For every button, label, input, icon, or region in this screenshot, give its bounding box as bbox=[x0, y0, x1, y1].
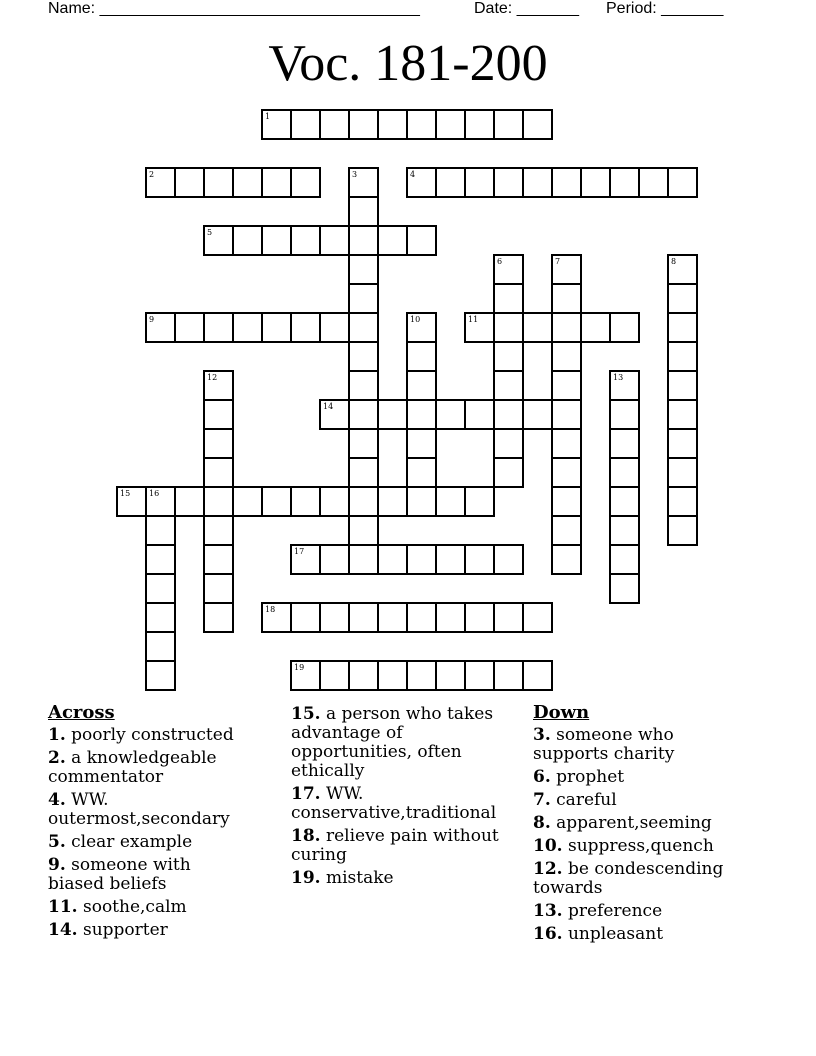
grid-cell[interactable] bbox=[493, 399, 524, 430]
grid-cell[interactable] bbox=[609, 428, 640, 459]
grid-cell[interactable] bbox=[580, 312, 611, 343]
cell-number: 10 bbox=[410, 315, 421, 324]
grid-cell[interactable] bbox=[348, 602, 379, 633]
grid-cell[interactable] bbox=[290, 167, 321, 198]
grid-cell[interactable] bbox=[493, 660, 524, 691]
grid-cell[interactable] bbox=[261, 602, 292, 633]
grid-cell[interactable] bbox=[406, 486, 437, 517]
grid-cell[interactable] bbox=[493, 544, 524, 575]
grid-cell[interactable] bbox=[406, 602, 437, 633]
grid-cell[interactable] bbox=[145, 167, 176, 198]
grid-cell[interactable] bbox=[551, 544, 582, 575]
clue-number: 9. bbox=[48, 855, 66, 875]
grid-cell[interactable] bbox=[145, 515, 176, 546]
grid-cell[interactable] bbox=[232, 486, 263, 517]
grid-cell[interactable] bbox=[145, 660, 176, 691]
clue-text: a person who takes advantage of opportunities, often ethically bbox=[291, 704, 494, 781]
clue-item bbox=[291, 705, 511, 781]
name-field: Name: ____________________________________ bbox=[48, 0, 420, 17]
grid-cell[interactable] bbox=[667, 399, 698, 430]
grid-cell[interactable] bbox=[290, 602, 321, 633]
grid-cell[interactable] bbox=[406, 370, 437, 401]
clue-number: 7. bbox=[533, 790, 551, 810]
clue-number: 12. bbox=[533, 859, 563, 879]
grid-cell[interactable] bbox=[261, 167, 292, 198]
clue-text: unpleasant bbox=[567, 924, 664, 944]
grid-cell[interactable] bbox=[319, 312, 350, 343]
cell-number: 12 bbox=[207, 373, 218, 382]
clue-text: mistake bbox=[325, 868, 394, 888]
grid-cell[interactable] bbox=[319, 544, 350, 575]
grid-cell[interactable] bbox=[551, 457, 582, 488]
clue-number: 4. bbox=[48, 790, 66, 810]
grid-cell[interactable] bbox=[435, 399, 466, 430]
grid-cell[interactable] bbox=[435, 486, 466, 517]
grid-cell[interactable] bbox=[667, 167, 698, 198]
grid-cell[interactable] bbox=[348, 341, 379, 372]
grid-cell[interactable] bbox=[203, 167, 234, 198]
grid-cell[interactable] bbox=[667, 457, 698, 488]
grid-cell[interactable] bbox=[377, 225, 408, 256]
grid-cell[interactable] bbox=[290, 225, 321, 256]
grid-cell[interactable] bbox=[551, 428, 582, 459]
grid-cell[interactable] bbox=[174, 486, 205, 517]
clue-text: prophet bbox=[556, 767, 625, 787]
clue-number: 3. bbox=[533, 725, 551, 745]
across-clues-continued bbox=[291, 705, 511, 892]
clue-text: someone who supports charity bbox=[533, 725, 675, 764]
grid-cell[interactable] bbox=[319, 486, 350, 517]
grid-cell[interactable] bbox=[667, 341, 698, 372]
grid-cell[interactable] bbox=[348, 225, 379, 256]
grid-cell[interactable] bbox=[493, 283, 524, 314]
clue-item bbox=[48, 791, 248, 829]
grid-cell[interactable] bbox=[319, 399, 350, 430]
grid-cell[interactable] bbox=[319, 602, 350, 633]
grid-cell[interactable] bbox=[493, 312, 524, 343]
grid-cell[interactable] bbox=[667, 370, 698, 401]
down-clues bbox=[533, 703, 743, 948]
grid-cell[interactable] bbox=[493, 167, 524, 198]
clue-number: 19. bbox=[291, 868, 321, 888]
grid-cell[interactable] bbox=[435, 109, 466, 140]
clue-item bbox=[533, 837, 743, 856]
grid-cell[interactable] bbox=[203, 370, 234, 401]
grid-cell[interactable] bbox=[638, 167, 669, 198]
grid-cell[interactable] bbox=[522, 109, 553, 140]
grid-cell[interactable] bbox=[203, 544, 234, 575]
grid-cell[interactable] bbox=[435, 544, 466, 575]
clue-item bbox=[533, 925, 743, 944]
grid-cell[interactable] bbox=[464, 660, 495, 691]
grid-cell[interactable] bbox=[580, 167, 611, 198]
clue-number: 15. bbox=[291, 704, 321, 724]
cell-number: 18 bbox=[265, 605, 276, 614]
grid-cell[interactable] bbox=[145, 486, 176, 517]
clue-item bbox=[533, 860, 743, 898]
grid-cell[interactable] bbox=[145, 573, 176, 604]
cell-number: 16 bbox=[149, 489, 160, 498]
grid-cell[interactable] bbox=[232, 312, 263, 343]
grid-cell[interactable] bbox=[203, 428, 234, 459]
grid-cell[interactable] bbox=[348, 109, 379, 140]
grid-cell[interactable] bbox=[493, 370, 524, 401]
cell-number: 1 bbox=[265, 112, 271, 121]
clue-text: poorly constructed bbox=[71, 725, 234, 745]
grid-cell[interactable] bbox=[203, 457, 234, 488]
clue-text: be condescending towards bbox=[533, 859, 724, 898]
grid-cell[interactable] bbox=[551, 167, 582, 198]
clue-item bbox=[48, 749, 248, 787]
grid-cell[interactable] bbox=[406, 457, 437, 488]
grid-cell[interactable] bbox=[522, 167, 553, 198]
clue-item bbox=[291, 827, 511, 865]
grid-cell[interactable] bbox=[667, 283, 698, 314]
clue-item bbox=[533, 791, 743, 810]
grid-cell[interactable] bbox=[203, 602, 234, 633]
grid-cell[interactable] bbox=[406, 660, 437, 691]
grid-cell[interactable] bbox=[348, 544, 379, 575]
grid-cell[interactable] bbox=[667, 428, 698, 459]
grid-cell[interactable] bbox=[609, 515, 640, 546]
grid-cell[interactable] bbox=[493, 457, 524, 488]
clue-text: clear example bbox=[71, 832, 193, 852]
grid-cell[interactable] bbox=[348, 370, 379, 401]
grid-cell[interactable] bbox=[493, 428, 524, 459]
clue-text: soothe,calm bbox=[82, 897, 187, 917]
grid-cell[interactable] bbox=[261, 225, 292, 256]
grid-cell[interactable] bbox=[435, 660, 466, 691]
grid-cell[interactable] bbox=[609, 167, 640, 198]
cell-number: 13 bbox=[613, 373, 624, 382]
grid-cell[interactable] bbox=[348, 399, 379, 430]
clue-number: 8. bbox=[533, 813, 551, 833]
clue-text: relieve pain without curing bbox=[291, 826, 499, 865]
grid-cell[interactable] bbox=[464, 399, 495, 430]
clue-item bbox=[533, 814, 743, 833]
grid-cell[interactable] bbox=[348, 167, 379, 198]
clue-number: 2. bbox=[48, 748, 66, 768]
grid-cell[interactable] bbox=[522, 399, 553, 430]
grid-cell[interactable] bbox=[406, 544, 437, 575]
grid-cell[interactable] bbox=[493, 254, 524, 285]
grid-cell[interactable] bbox=[348, 457, 379, 488]
clue-item bbox=[533, 902, 743, 921]
cell-number: 8 bbox=[671, 257, 677, 266]
grid-cell[interactable] bbox=[377, 602, 408, 633]
grid-cell[interactable] bbox=[406, 225, 437, 256]
grid-cell[interactable] bbox=[203, 486, 234, 517]
grid-cell[interactable] bbox=[290, 544, 321, 575]
grid-cell[interactable] bbox=[348, 283, 379, 314]
clue-text: someone with biased beliefs bbox=[48, 855, 191, 894]
clue-number: 17. bbox=[291, 784, 321, 804]
grid-cell[interactable] bbox=[435, 602, 466, 633]
clue-text: careful bbox=[556, 790, 617, 810]
grid-cell[interactable] bbox=[522, 660, 553, 691]
grid-cell[interactable] bbox=[348, 515, 379, 546]
grid-cell[interactable] bbox=[551, 515, 582, 546]
page-title: Voc. 181-200 bbox=[268, 35, 548, 92]
grid-cell[interactable] bbox=[609, 312, 640, 343]
period-field: Period: _______ bbox=[606, 0, 724, 17]
grid-cell[interactable] bbox=[232, 167, 263, 198]
grid-cell[interactable] bbox=[377, 109, 408, 140]
grid-cell[interactable] bbox=[116, 486, 147, 517]
clue-number: 11. bbox=[48, 897, 78, 917]
grid-cell[interactable] bbox=[377, 399, 408, 430]
down-heading: Down bbox=[533, 702, 590, 723]
grid-cell[interactable] bbox=[609, 399, 640, 430]
cell-number: 3 bbox=[352, 170, 358, 179]
grid-cell[interactable] bbox=[464, 544, 495, 575]
grid-cell[interactable] bbox=[319, 109, 350, 140]
cell-number: 7 bbox=[555, 257, 561, 266]
across-clues bbox=[48, 703, 248, 944]
grid-cell[interactable] bbox=[290, 109, 321, 140]
grid-cell[interactable] bbox=[551, 370, 582, 401]
grid-cell[interactable] bbox=[145, 602, 176, 633]
grid-cell[interactable] bbox=[377, 486, 408, 517]
grid-cell[interactable] bbox=[464, 602, 495, 633]
grid-cell[interactable] bbox=[348, 486, 379, 517]
clue-item bbox=[48, 921, 248, 940]
grid-cell[interactable] bbox=[551, 486, 582, 517]
grid-cell[interactable] bbox=[551, 312, 582, 343]
grid-cell[interactable] bbox=[551, 283, 582, 314]
grid-cell[interactable] bbox=[406, 109, 437, 140]
cell-number: 17 bbox=[294, 547, 305, 556]
grid-cell[interactable] bbox=[174, 167, 205, 198]
clue-item bbox=[48, 726, 248, 745]
cell-number: 5 bbox=[207, 228, 213, 237]
cell-number: 2 bbox=[149, 170, 155, 179]
clue-number: 5. bbox=[48, 832, 66, 852]
clue-number: 6. bbox=[533, 767, 551, 787]
grid-cell[interactable] bbox=[464, 312, 495, 343]
grid-cell[interactable] bbox=[609, 544, 640, 575]
grid-cell[interactable] bbox=[377, 660, 408, 691]
grid-cell[interactable] bbox=[348, 254, 379, 285]
clue-text: preference bbox=[567, 901, 663, 921]
clue-text: a knowledgeable commentator bbox=[48, 748, 217, 787]
date-field: Date: _______ bbox=[474, 0, 579, 17]
grid-cell[interactable] bbox=[609, 573, 640, 604]
grid-cell[interactable] bbox=[174, 312, 205, 343]
clue-text: WW. outermost,secondary bbox=[48, 790, 230, 829]
cell-number: 11 bbox=[468, 315, 479, 324]
grid-cell[interactable] bbox=[464, 109, 495, 140]
grid-cell[interactable] bbox=[145, 312, 176, 343]
clue-text: apparent,seeming bbox=[556, 813, 712, 833]
grid-cell[interactable] bbox=[609, 370, 640, 401]
grid-cell[interactable] bbox=[406, 399, 437, 430]
clue-number: 1. bbox=[48, 725, 66, 745]
grid-cell[interactable] bbox=[203, 312, 234, 343]
clue-text: WW. conservative,traditional bbox=[291, 784, 497, 823]
clue-number: 14. bbox=[48, 920, 78, 940]
grid-cell[interactable] bbox=[319, 225, 350, 256]
grid-cell[interactable] bbox=[493, 602, 524, 633]
grid-cell[interactable] bbox=[493, 341, 524, 372]
grid-cell[interactable] bbox=[348, 660, 379, 691]
cell-number: 14 bbox=[323, 402, 334, 411]
grid-cell[interactable] bbox=[319, 660, 350, 691]
cell-number: 6 bbox=[497, 257, 503, 266]
grid-cell[interactable] bbox=[406, 428, 437, 459]
cell-number: 9 bbox=[149, 315, 155, 324]
clue-number: 10. bbox=[533, 836, 563, 856]
clue-text: supporter bbox=[82, 920, 168, 940]
grid-cell[interactable] bbox=[145, 631, 176, 662]
grid-cell[interactable] bbox=[522, 602, 553, 633]
grid-cell[interactable] bbox=[290, 312, 321, 343]
grid-cell[interactable] bbox=[203, 573, 234, 604]
grid-cell[interactable] bbox=[203, 399, 234, 430]
grid-cell[interactable] bbox=[435, 167, 466, 198]
grid-cell[interactable] bbox=[348, 312, 379, 343]
grid-cell[interactable] bbox=[145, 544, 176, 575]
clue-item bbox=[48, 833, 248, 852]
grid-cell[interactable] bbox=[609, 486, 640, 517]
grid-cell[interactable] bbox=[261, 312, 292, 343]
grid-cell[interactable] bbox=[551, 399, 582, 430]
clue-item bbox=[48, 856, 248, 894]
clue-item bbox=[291, 869, 511, 888]
cell-number: 4 bbox=[410, 170, 416, 179]
grid-cell[interactable] bbox=[377, 544, 408, 575]
grid-cell[interactable] bbox=[464, 486, 495, 517]
clue-text: suppress,quench bbox=[567, 836, 714, 856]
across-heading: Across bbox=[48, 702, 115, 723]
grid-cell[interactable] bbox=[406, 341, 437, 372]
grid-cell[interactable] bbox=[348, 428, 379, 459]
grid-cell[interactable] bbox=[348, 196, 379, 227]
cell-number: 15 bbox=[120, 489, 131, 498]
cell-number: 19 bbox=[294, 663, 305, 672]
clue-item bbox=[533, 768, 743, 787]
grid-cell[interactable] bbox=[667, 312, 698, 343]
grid-cell[interactable] bbox=[290, 660, 321, 691]
grid-cell[interactable] bbox=[667, 515, 698, 546]
grid-cell[interactable] bbox=[406, 312, 437, 343]
grid-cell[interactable] bbox=[493, 109, 524, 140]
grid-cell[interactable] bbox=[406, 167, 437, 198]
grid-cell[interactable] bbox=[609, 457, 640, 488]
grid-cell[interactable] bbox=[203, 225, 234, 256]
clue-number: 13. bbox=[533, 901, 563, 921]
grid-cell[interactable] bbox=[551, 254, 582, 285]
grid-cell[interactable] bbox=[290, 486, 321, 517]
grid-cell[interactable] bbox=[232, 225, 263, 256]
grid-cell[interactable] bbox=[522, 312, 553, 343]
grid-cell[interactable] bbox=[261, 109, 292, 140]
clue-number: 16. bbox=[533, 924, 563, 944]
grid-cell[interactable] bbox=[261, 486, 292, 517]
grid-cell[interactable] bbox=[203, 515, 234, 546]
clue-item bbox=[533, 726, 743, 764]
clue-item bbox=[48, 898, 248, 917]
grid-cell[interactable] bbox=[667, 254, 698, 285]
grid-cell[interactable] bbox=[464, 167, 495, 198]
grid-cell[interactable] bbox=[551, 341, 582, 372]
grid-cell[interactable] bbox=[667, 486, 698, 517]
clue-item bbox=[291, 785, 511, 823]
clue-number: 18. bbox=[291, 826, 321, 846]
